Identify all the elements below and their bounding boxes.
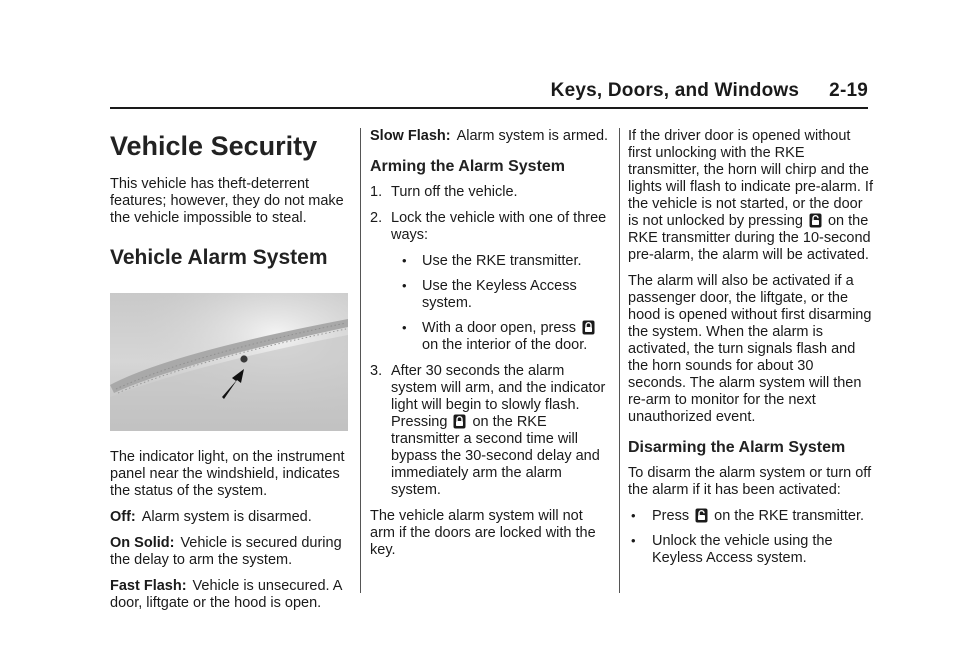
indicator-light-photo: [110, 293, 348, 431]
list-item: [391, 278, 610, 312]
indicator-paragraph: The indicator light, on the instrument panel near the windshield, indicates the status of the system.: [110, 449, 345, 499]
bullet-text: Unlock the vehicle using the Keyless Access system.: [652, 533, 833, 566]
paragraph-text: If the driver door is opened without first unlocking with the RKE transmitter, the horn will chirp and the lights will flash to indicate pre-alarm. If the vehicle is not started, or the door is not unlocked by pressing: [628, 128, 873, 229]
lock-methods: [391, 253, 610, 354]
bullet-text: Press: [652, 508, 690, 524]
disarm-intro: To disarm the alarm system or turn off the alarm if it has been activated:: [628, 465, 872, 498]
state-label: Slow Flash:: [370, 128, 451, 144]
list-item: [628, 508, 873, 525]
bullet-text: Use the Keyless Access system.: [422, 278, 577, 311]
state-on-solid: [110, 535, 350, 569]
page-number: 2-19: [829, 80, 868, 101]
state-fast-flash: [110, 578, 350, 612]
state-text: Alarm system is armed.: [456, 128, 609, 144]
key-note: The vehicle alarm system will not arm if the doors are locked with the key.: [370, 508, 596, 558]
list-item: [370, 210, 610, 354]
bullet-text: With a door open, press: [422, 320, 576, 336]
list-item: [391, 320, 610, 354]
state-off: [110, 509, 350, 526]
bullet: •: [631, 508, 636, 523]
column-1: [110, 116, 350, 621]
step-text: Turn off the vehicle.: [391, 184, 518, 200]
step-number: 3.: [370, 363, 383, 379]
state-text: Vehicle is secured during the delay to arm the system.: [110, 535, 342, 568]
state-label: On Solid:: [110, 535, 175, 551]
state-slow-flash: [370, 128, 610, 145]
column-2: [370, 128, 610, 568]
paragraph-text: on the RKE transmitter during the 10-second pre-alarm, the alarm will be activated.: [628, 213, 871, 263]
bullet-text: on the RKE transmitter.: [714, 508, 865, 524]
list-item: [628, 533, 873, 567]
arming-heading: Arming the Alarm System: [370, 158, 566, 175]
step-text: on the RKE transmitter a second time will bypass the 30-second delay and immediately arm the alarm system.: [391, 414, 600, 498]
state-text: Alarm system is disarmed.: [141, 509, 312, 525]
bullet: •: [631, 533, 636, 548]
activation-paragraph: The alarm will also be activated if a passenger door, the liftgate, or the hood is opened without first disarming the system. When the alarm is activated, the turn signals flash and the horn sounds for about 30 seconds. The alarm system will then re-arm to monitor for the next unauthorized event.: [628, 273, 872, 425]
state-label: Fast Flash:: [110, 578, 187, 594]
bullet-text: on the interior of the door.: [422, 337, 588, 353]
bullet-text: Use the RKE transmitter.: [422, 253, 582, 269]
column-divider-2: [619, 128, 620, 593]
bullet: •: [402, 253, 407, 268]
pre-alarm-paragraph: [628, 128, 873, 264]
list-item: [370, 184, 610, 201]
alarm-system-heading: Vehicle Alarm System: [110, 246, 328, 269]
column-3: [628, 128, 873, 575]
lock-icon: [582, 320, 595, 335]
list-item: [370, 363, 610, 499]
state-label: Off:: [110, 509, 136, 525]
step-number: 2.: [370, 210, 383, 226]
arming-steps: [370, 184, 610, 499]
bullet: •: [402, 278, 407, 293]
unlock-icon: [809, 213, 822, 228]
bullet: •: [402, 320, 407, 335]
unlock-icon: [695, 508, 708, 523]
step-number: 1.: [370, 184, 383, 200]
step-text: Lock the vehicle with one of three ways:: [391, 210, 607, 243]
intro-paragraph: This vehicle has theft-deterrent features; however, they do not make the vehicle impossible to steal.: [110, 176, 344, 226]
state-text: Vehicle is unsecured. A door, liftgate or the hood is open.: [110, 578, 342, 611]
lock-icon: [453, 414, 466, 429]
running-header: [551, 80, 868, 102]
column-divider-1: [360, 128, 361, 593]
list-item: [391, 253, 610, 270]
step-text: After 30 seconds the alarm system will arm, and the indicator light will begin to slowly flash. Pressing: [391, 363, 606, 430]
section-title: Keys, Doors, and Windows: [550, 80, 800, 101]
page-title: Vehicle Security: [110, 131, 318, 161]
disarm-methods: [628, 508, 873, 567]
disarming-heading: Disarming the Alarm System: [628, 439, 846, 456]
header-rule: [110, 107, 868, 109]
